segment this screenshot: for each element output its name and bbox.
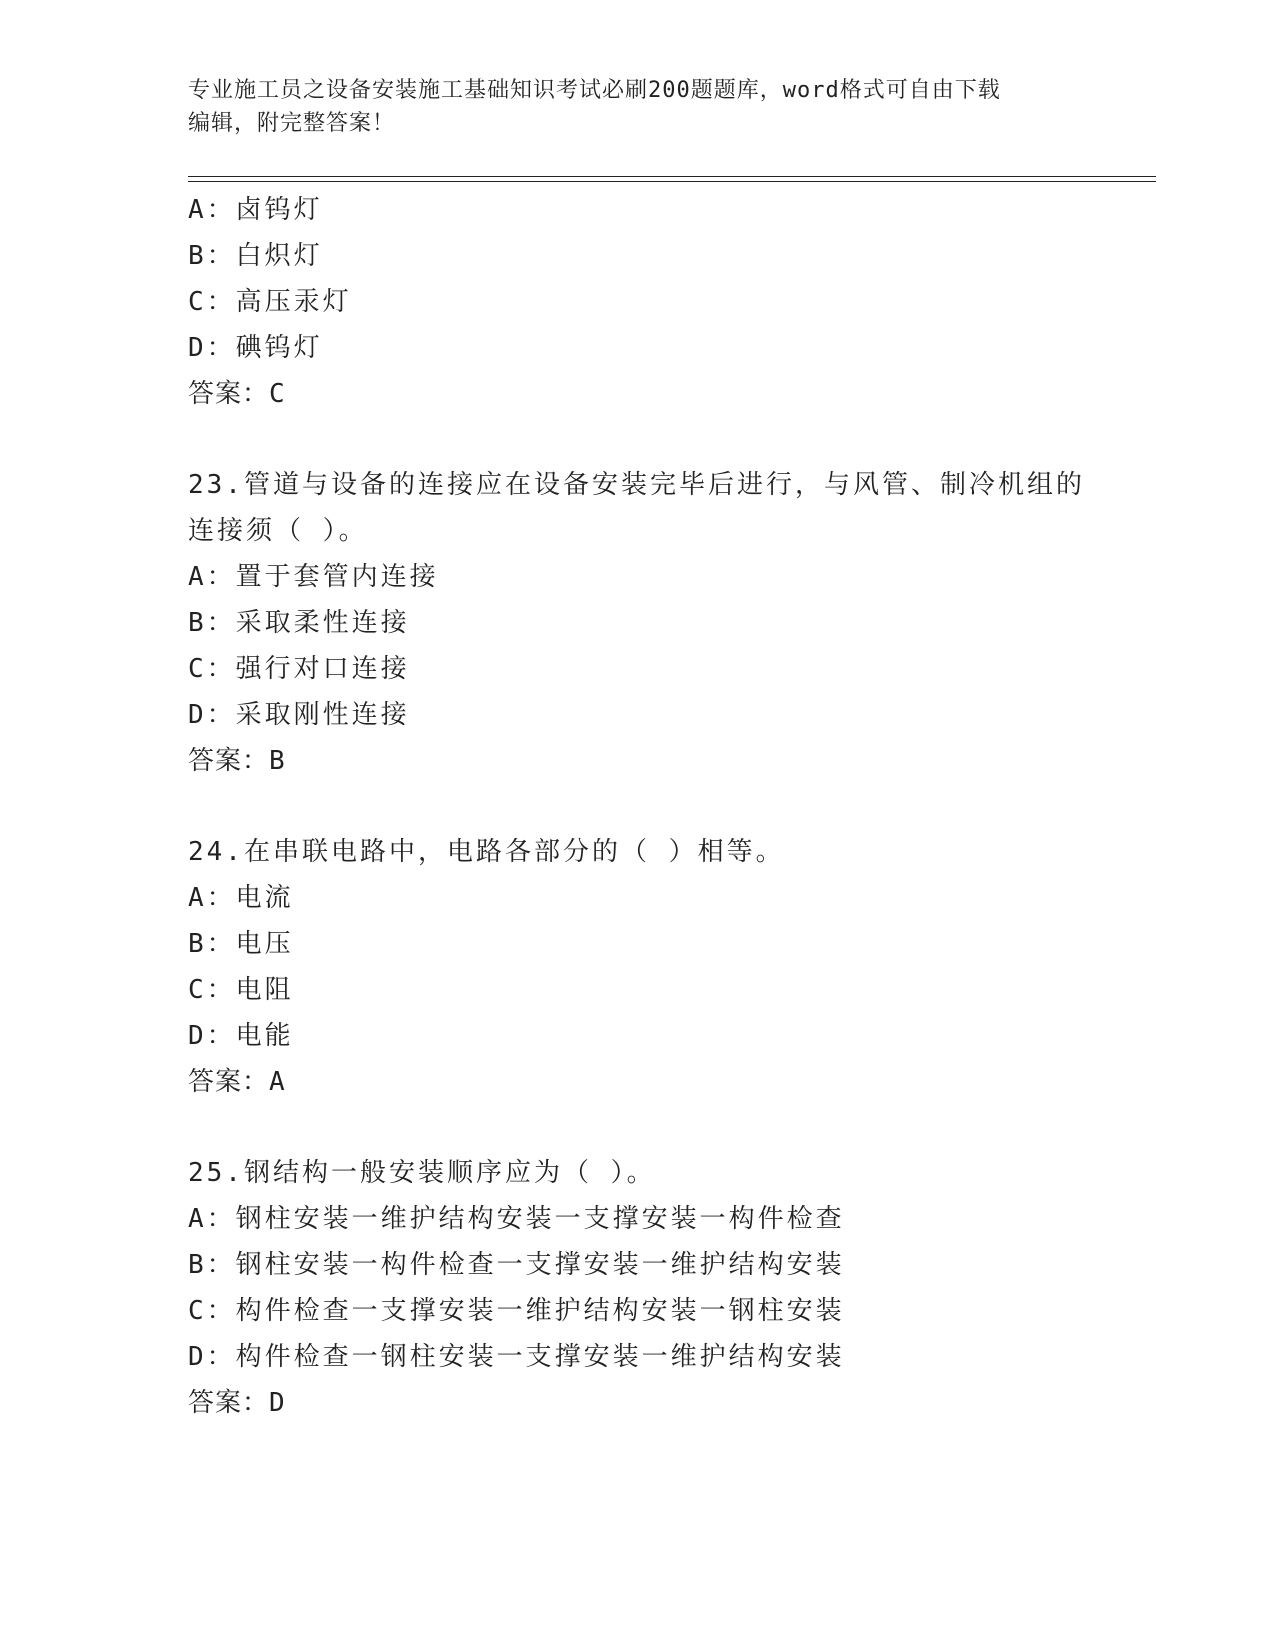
question-23-block <box>188 462 1088 784</box>
question-24-answer: 答案：A <box>188 1067 286 1097</box>
question-25-block <box>188 1150 1088 1426</box>
document-header <box>188 74 1088 140</box>
question-24-option-d: D：电能 <box>188 1021 294 1051</box>
header-divider-bottom <box>188 181 1156 182</box>
question-24-stem: 24.在串联电路中，电路各部分的（ ）相等。 <box>188 837 785 867</box>
question-list <box>188 187 1088 1426</box>
spacer <box>188 417 1088 462</box>
question-22-block <box>188 187 1088 417</box>
question-25-option-a: A：钢柱安装一维护结构安装一支撑安装一构件检查 <box>188 1204 845 1234</box>
question-25-option-d: D：构件检查一钢柱安装一支撑安装一维护结构安装 <box>188 1342 845 1372</box>
question-22-option-b: B：白炽灯 <box>188 241 323 271</box>
question-24-option-b: B：电压 <box>188 929 294 959</box>
question-24-block <box>188 829 1088 1105</box>
spacer <box>188 1105 1088 1150</box>
question-22-answer: 答案：C <box>188 379 286 409</box>
question-25-option-c: C：构件检查一支撑安装一维护结构安装一钢柱安装 <box>188 1296 845 1326</box>
question-24-option-c: C：电阻 <box>188 975 294 1005</box>
question-24-option-a: A：电流 <box>188 883 294 913</box>
question-23-option-d: D：采取刚性连接 <box>188 700 410 730</box>
question-23-answer: 答案：B <box>188 746 286 776</box>
question-23-option-a: A：置于套管内连接 <box>188 562 439 592</box>
spacer <box>188 784 1088 829</box>
question-25-answer: 答案：D <box>188 1388 286 1418</box>
header-divider-top <box>188 176 1156 177</box>
question-25-stem: 25.钢结构一般安装顺序应为（ ）。 <box>188 1158 656 1188</box>
question-23-option-b: B：采取柔性连接 <box>188 608 410 638</box>
question-22-option-d: D：碘钨灯 <box>188 333 323 363</box>
question-22-option-c: C：高压汞灯 <box>188 287 352 317</box>
header-title-line-1: 专业施工员之设备安装施工基础知识考试必刷200题题库，word格式可自由下载 <box>188 78 1001 103</box>
header-title-line-2: 编辑，附完整答案！ <box>188 111 396 136</box>
question-22-option-a: A：卤钨灯 <box>188 195 323 225</box>
question-23-option-c: C：强行对口连接 <box>188 654 410 684</box>
question-23-stem-line-1: 23.管道与设备的连接应在设备安装完毕后进行，与风管、制冷机组的 <box>188 470 1085 500</box>
question-23-stem-line-2: 连接须（ ）。 <box>188 516 368 546</box>
question-25-option-b: B：钢柱安装一构件检查一支撑安装一维护结构安装 <box>188 1250 845 1280</box>
